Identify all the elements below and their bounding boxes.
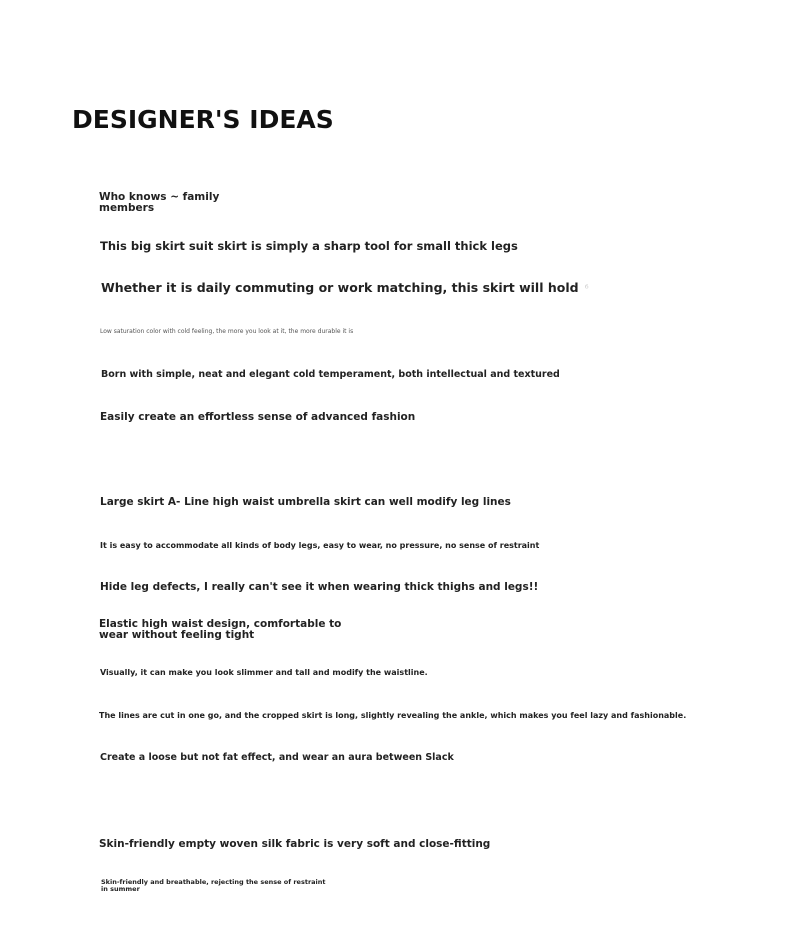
idea-line: This big skirt suit skirt is simply a sharp tool for small thick legs <box>100 239 518 253</box>
idea-line: Hide leg defects, I really can't see it when wearing thick thighs and legs!! <box>100 581 539 593</box>
idea-line: Easily create an effortless sense of advanced fashion <box>100 411 416 423</box>
idea-line: Skin-friendly and breathable, rejecting the sense of restraint in summer <box>101 878 326 893</box>
page-title: DESIGNER'S IDEAS <box>72 105 334 134</box>
idea-line: Who knows ~ family members <box>99 191 220 214</box>
idea-line: It is easy to accommodate all kinds of body legs, easy to wear, no pressure, no sense of restraint <box>100 541 540 550</box>
idea-line: Visually, it can make you look slimmer and tall and modify the waistline. <box>100 668 428 677</box>
idea-line-with-mark <box>101 280 589 295</box>
idea-line: Low saturation color with cold feeling, the more you look at it, the more durable it is <box>100 328 354 335</box>
idea-line: Born with simple, neat and elegant cold temperament, both intellectual and textured <box>101 369 560 380</box>
faint-mark: ⁶ <box>584 284 589 295</box>
idea-line: Elastic high waist design, comfortable to wear without feeling tight <box>99 618 342 641</box>
idea-line: Large skirt A- Line high waist umbrella skirt can well modify leg lines <box>100 496 511 508</box>
idea-line: The lines are cut in one go, and the cropped skirt is long, slightly revealing the ankle, which makes you feel lazy and fashionable. <box>99 711 687 720</box>
idea-line-text: Whether it is daily commuting or work matching, this skirt will hold <box>101 280 579 295</box>
idea-line: Skin-friendly empty woven silk fabric is very soft and close-fitting <box>99 838 491 850</box>
idea-line: Create a loose but not fat effect, and wear an aura between Slack <box>100 752 454 763</box>
